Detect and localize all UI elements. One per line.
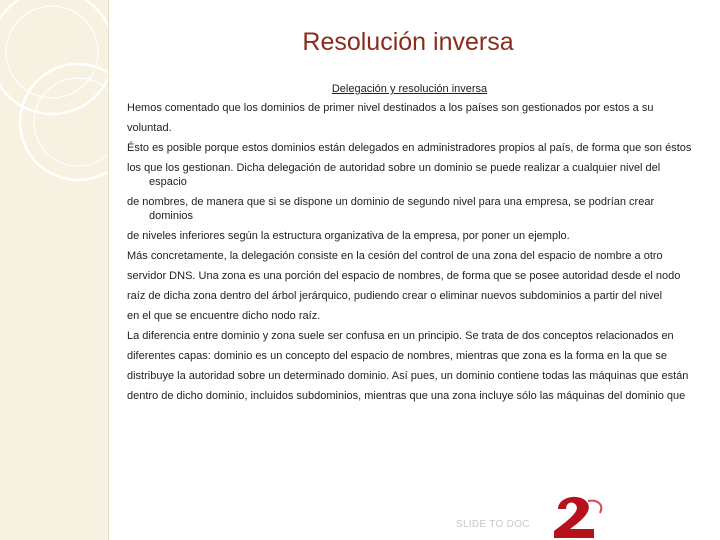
slide-content [127,82,692,409]
paragraph: La diferencia entre dominio y zona suele ser confusa en un principio. Se trata de dos conceptos relacionados en [127,330,674,342]
paragraph: de niveles inferiores según la estructura organizativa de la empresa, por poner un ejemplo. [127,230,570,242]
paragraph: voluntad. [127,122,172,134]
paragraph: de nombres, de manera que si se dispone un dominio de segundo nivel para una empresa, se podrían crear dominios [127,196,655,222]
paragraph: Ésto es posible porque estos dominios están delegados en administradores propios al país, de forma que son éstos [127,142,692,154]
paragraph: Hemos comentado que los dominios de primer nivel destinados a los países son gestionados por estos a su [127,102,654,114]
paragraph: dentro de dicho dominio, incluidos subdominios, mientras que una zona incluye sólo las máquinas del dominio que [127,390,686,402]
slide-title: Resolución inversa [302,28,514,56]
paragraph: distribuye la autoridad sobre un determinado dominio. Así pues, un dominio contiene todas las máquinas que están [127,370,689,382]
decorative-side-band [0,0,109,540]
paragraph: en el que se encuentre dicho nodo raíz. [127,310,321,322]
slide-subheading: Delegación y resolución inversa [331,83,488,95]
paragraph: servidor DNS. Una zona es una porción del espacio de nombres, de forma que se posee autoridad desde el nodo [127,270,681,282]
watermark-text: SLIDE TO DOC [456,519,530,530]
paragraph: los que los gestionan. Dicha delegación de autoridad sobre un dominio se puede realizar a cualquier nivel del espacio [127,162,661,188]
paragraph: raíz de dicha zona dentro del árbol jerárquico, pudiendo crear o eliminar nuevos subdominios a partir del nivel [127,290,663,302]
paragraph: Más concretamente, la delegación consiste en la cesión del control de una zona del espacio de nombre a otro [127,250,663,262]
paragraph: diferentes capas: dominio es un concepto del espacio de nombres, mientras que zona es la forma en la que se [127,350,667,362]
decorative-circles [0,0,108,540]
watermark-logo-icon [548,493,608,540]
